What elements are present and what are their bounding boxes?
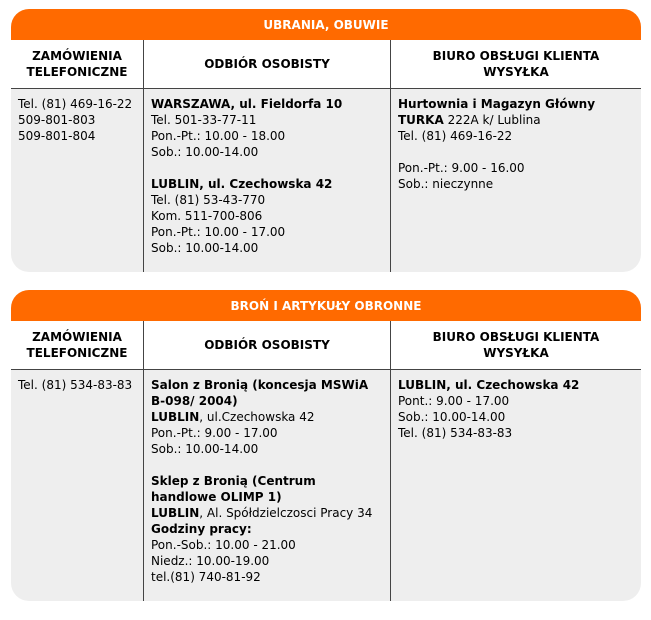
shop-title: handlowe OLIMP 1)	[151, 490, 282, 504]
office-cell	[398, 377, 579, 441]
header-text: TELEFONICZNE	[26, 346, 128, 360]
header-row	[11, 40, 641, 89]
panel-title-bar	[11, 290, 641, 321]
address-text: , ul.Czechowska 42	[199, 410, 315, 424]
pickup-header	[144, 321, 390, 369]
detail-line: tel.(81) 740-81-92	[151, 570, 261, 584]
pickup-cell	[151, 377, 372, 585]
office-address	[398, 112, 595, 128]
phone-line: Tel. (81) 534-83-83	[18, 378, 133, 392]
phone-orders-cell	[18, 377, 132, 393]
header-text: BIURO OBSŁUGI KLIENTA	[432, 330, 600, 344]
address-text: 222A k/ Lublina	[443, 113, 541, 127]
office-cell	[398, 96, 595, 192]
header-text: WYSYŁKA	[483, 65, 549, 79]
panel-title-bar	[11, 9, 641, 40]
weapons-panel	[11, 290, 641, 601]
column-divider	[390, 40, 391, 272]
detail-line: Sob.: 10.00-14.00	[151, 145, 259, 159]
header-text: BIURO OBSŁUGI KLIENTA	[432, 49, 600, 63]
phone-line: 509-801-804	[18, 129, 96, 143]
phone-line: 509-801-803	[18, 113, 96, 127]
detail-line: Pont.: 9.00 - 17.00	[398, 394, 510, 408]
city-name: LUBLIN	[151, 410, 200, 424]
shop-address	[151, 409, 372, 425]
location-title: LUBLIN, ul. Czechowska 42	[151, 177, 333, 191]
header-text: TELEFONICZNE	[26, 65, 128, 79]
detail-line: Pon.-Pt.: 9.00 - 16.00	[398, 161, 525, 175]
detail-line: Niedz.: 10.00-19.00	[151, 554, 270, 568]
header-text: ODBIÓR OSOBISTY	[204, 338, 330, 352]
shop-title: B-098/ 2004)	[151, 394, 238, 408]
header-text: ZAMÓWIENIA	[32, 330, 122, 344]
shop-title: Sklep z Bronią (Centrum	[151, 474, 316, 488]
detail-line: Tel. (81) 53-43-770	[151, 193, 266, 207]
detail-line: Pon.-Pt.: 10.00 - 18.00	[151, 129, 286, 143]
shop-title: Salon z Bronią (koncesja MSWiA	[151, 378, 369, 392]
detail-line: Sob.: nieczynne	[398, 177, 494, 191]
column-divider	[390, 321, 391, 601]
header-text: ZAMÓWIENIA	[32, 49, 122, 63]
office-title: Hurtownia i Magazyn Główny	[398, 97, 596, 111]
phone-line: Tel. (81) 469-16-22	[18, 97, 133, 111]
detail-line: Sob.: 10.00-14.00	[151, 241, 259, 255]
column-divider	[143, 321, 144, 601]
city-name: LUBLIN	[151, 506, 200, 520]
phone-orders-cell	[18, 96, 132, 144]
header-text: WYSYŁKA	[483, 346, 549, 360]
location-title: WARSZAWA, ul. Fieldorfa 10	[151, 97, 343, 111]
pickup-header	[144, 40, 390, 88]
pickup-cell	[151, 96, 342, 256]
office-title: LUBLIN, ul. Czechowska 42	[398, 378, 580, 392]
column-divider	[143, 40, 144, 272]
office-header	[391, 321, 641, 369]
detail-line: Pon.-Pt.: 9.00 - 17.00	[151, 426, 278, 440]
header-row	[11, 321, 641, 370]
detail-line: Pon.-Sob.: 10.00 - 21.00	[151, 538, 296, 552]
detail-line: Tel. (81) 469-16-22	[398, 129, 513, 143]
detail-line: Kom. 511-700-806	[151, 209, 263, 223]
detail-line: Tel. (81) 534-83-83	[398, 426, 513, 440]
detail-line: Sob.: 10.00-14.00	[151, 442, 259, 456]
detail-line: Tel. 501-33-77-11	[151, 113, 257, 127]
clothing-panel	[11, 9, 641, 272]
detail-line: Pon.-Pt.: 10.00 - 17.00	[151, 225, 286, 239]
city-name: TURKA	[398, 113, 444, 127]
detail-line: Sob.: 10.00-14.00	[398, 410, 506, 424]
phone-orders-header	[11, 321, 143, 369]
shop-address	[151, 505, 372, 521]
panel-title: BROŃ I ARTYKUŁY OBRONNE	[230, 299, 422, 313]
header-text: ODBIÓR OSOBISTY	[204, 57, 330, 71]
panel-title: UBRANIA, OBUWIE	[263, 18, 389, 32]
office-header	[391, 40, 641, 88]
phone-orders-header	[11, 40, 143, 88]
address-text: , Al. Spółdzielczosci Pracy 34	[199, 506, 373, 520]
hours-label: Godziny pracy:	[151, 522, 252, 536]
